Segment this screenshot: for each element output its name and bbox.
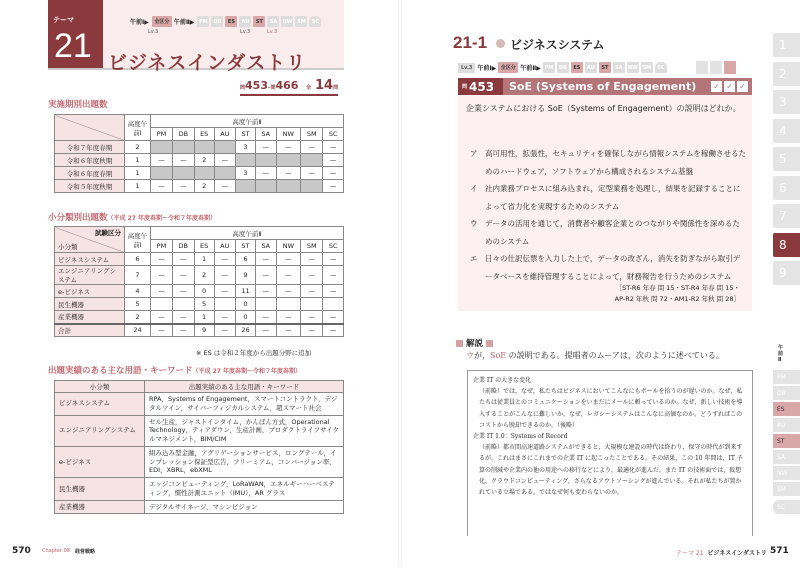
chapter-tab-7[interactable]: 7 — [773, 204, 800, 228]
col-header: ST — [236, 128, 256, 141]
cell-value: — — [151, 285, 173, 298]
right-page — [400, 0, 800, 567]
theme-label: テーマ — [53, 16, 74, 24]
chip-sc: SC — [309, 16, 321, 27]
cell-value: — — [301, 167, 323, 180]
col-header: ES — [194, 128, 214, 141]
chip-es: ES — [225, 16, 237, 27]
lv-all: Lv.3 — [148, 29, 159, 35]
checkbox-icon[interactable]: ✓ — [711, 81, 722, 92]
cell-value: — — [323, 285, 344, 298]
chapter-tab-2[interactable]: 2 — [773, 62, 800, 86]
corner-top: 試験区分 — [95, 229, 121, 237]
col-header: NW — [276, 240, 301, 253]
am1-value: 2 — [125, 141, 151, 154]
option-text: 社内業務プロセスに組み込まれ，定型業務を処理し，結果を記録することによって省力化を実現するためのシステム — [485, 184, 741, 211]
cell-value — [194, 167, 214, 180]
cell-value — [236, 154, 256, 167]
col-header: 小分類 — [55, 381, 145, 393]
table-row — [55, 311, 344, 324]
cell-value: 1 — [194, 253, 214, 266]
answer-option[interactable] — [470, 250, 746, 285]
am1-label: 午前Ⅰ▶ — [477, 65, 497, 72]
range-from: 453 — [245, 79, 268, 92]
lv-st: Lv.3 — [267, 29, 278, 35]
subcat-period: （平成 27 年度春期～令和７年度春期） — [107, 215, 217, 222]
cell-value: 1 — [194, 311, 214, 324]
am1-value: 24 — [125, 324, 151, 337]
cell-value — [194, 141, 214, 154]
q-prefix: 問 — [462, 84, 468, 90]
checkbox-icon[interactable]: ✓ — [737, 81, 748, 92]
option-text: 日々の仕訳伝票を入力した上で，データの改ざん，消失を防ぎながら取引データベースを維持管理することによって，財務報告を行うためのシステム — [485, 254, 741, 281]
cell-value: — — [323, 253, 344, 266]
cell-value — [301, 298, 323, 311]
corner-bottom: 小分類 — [58, 243, 78, 251]
chapter-tab-6[interactable]: 6 — [773, 176, 800, 200]
am1-value: 4 — [125, 285, 151, 298]
table-row — [55, 154, 344, 167]
col-header: SM — [301, 128, 323, 141]
cell-value — [255, 298, 276, 311]
cell-value: — — [323, 324, 344, 337]
row-label: 令和６年度秋期 — [55, 154, 125, 167]
chapter-tabs — [773, 33, 800, 290]
cell-value: — — [214, 311, 235, 324]
cell-value: — — [151, 311, 173, 324]
cell-value — [301, 180, 323, 193]
cell-value: 9 — [194, 324, 214, 337]
lv-es: Lv.3 — [240, 29, 251, 35]
cell-value — [255, 154, 276, 167]
am1-value: 1 — [125, 154, 151, 167]
cell-value: 3 — [236, 141, 256, 154]
question-bar — [458, 78, 752, 95]
cell-value: — — [151, 324, 173, 337]
chapter-tab-8[interactable]: 8 — [773, 233, 800, 257]
col-header: SC — [323, 128, 344, 141]
chapter-tab-3[interactable]: 3 — [773, 90, 800, 114]
chapter-tab-1[interactable]: 1 — [773, 33, 800, 57]
chip-pm: PM — [543, 62, 555, 73]
cell-value — [172, 141, 194, 154]
header-row — [55, 381, 344, 393]
cell-value: — — [255, 324, 276, 337]
header-row — [55, 227, 344, 240]
theme-title: ビジネスインダストリ — [108, 52, 307, 74]
chip-nw: NW — [627, 62, 639, 73]
cell-value: — — [214, 180, 235, 193]
side-tab-db[interactable]: DB — [773, 386, 800, 400]
cell-value: — — [276, 253, 301, 266]
exam-chips — [197, 16, 321, 27]
quote-paragraph: （前略）都市間高速道路システムができると，大規模な建設の時代は終わり，保守の時代が到来するが，これはまさにこれまでの企業 IT に起こったことである。その結果，この 10 年間は，IT 予算の削減や企業内の他の用途への移行などにより，最適化が進んだ。また IT の技術面では，仮想化，クラウドコンピューティング，さらなるアウトソーシングが進んでいる。それが私たちが置かれている立場である。ではなぜ何も変わらないのか。 — [479, 444, 743, 497]
col-header: SA — [255, 128, 276, 141]
chip-all: 全区分 — [498, 62, 518, 73]
es-note: ※ ES は令和２年度から出題分野に追加 — [196, 349, 312, 357]
side-tab-sm[interactable]: SM — [773, 482, 800, 496]
question-range — [240, 78, 338, 96]
exam-strip — [130, 16, 321, 27]
theme-number-box — [48, 0, 103, 68]
range-suffix: 問 — [333, 85, 339, 91]
am1-value: 2 — [125, 311, 151, 324]
side-tab-pm[interactable]: PM — [773, 370, 800, 384]
section-title: ビジネスシステム — [510, 38, 605, 52]
cell-value: — — [172, 180, 194, 193]
cell-value: — — [172, 324, 194, 337]
side-tab-sc[interactable]: SC — [773, 500, 800, 514]
am1-label: 午前Ⅰ▶ — [130, 19, 149, 26]
cell-value: — — [301, 141, 323, 154]
am2-label: 午前Ⅱ▶ — [173, 19, 195, 26]
cell-value: — — [214, 324, 235, 337]
chip-sc: SC — [655, 62, 667, 73]
chip-sm: SM — [641, 62, 653, 73]
square-icon — [486, 340, 493, 347]
explanation-answer — [466, 350, 724, 361]
row-label: 合計 — [55, 324, 125, 337]
chip-sm: SM — [295, 16, 307, 27]
cell-value — [214, 298, 235, 311]
review-box[interactable] — [696, 61, 708, 74]
section-number: 21-1 — [453, 33, 488, 52]
side-tab-nw[interactable]: NW — [773, 466, 800, 480]
cell-value: — — [151, 154, 173, 167]
row-label: エンジニアリングシステム — [55, 266, 125, 285]
quote-heading: 企業 IT 1.0：Systems of Record — [473, 433, 568, 441]
cell-value: — — [276, 311, 301, 324]
table-row — [55, 500, 344, 514]
col-header: AU — [214, 240, 235, 253]
cell-value: — — [301, 266, 323, 285]
cell-value: — — [323, 141, 344, 154]
am1-value: 7 — [125, 266, 151, 285]
chip-au: AU — [585, 62, 597, 73]
cell-value: — — [255, 167, 276, 180]
table-row — [55, 298, 344, 311]
side-tab-sa[interactable]: SA — [773, 450, 800, 464]
cell-value: — — [276, 167, 301, 180]
col-header: PM — [151, 240, 173, 253]
quote-box — [467, 370, 753, 536]
table-row — [55, 478, 344, 501]
col-header: DB — [172, 240, 194, 253]
corner-cell — [55, 227, 125, 253]
table-row — [55, 266, 344, 285]
period-table — [54, 114, 344, 193]
cell-value — [172, 298, 194, 311]
am1-value: 1 — [125, 180, 151, 193]
cell-value: — — [255, 285, 276, 298]
cell-value: — — [255, 266, 276, 285]
cell-value: — — [301, 311, 323, 324]
cell-value: — — [276, 324, 301, 337]
am2-header: 高度午前Ⅱ — [151, 227, 344, 240]
cell-value: 2 — [194, 266, 214, 285]
cell-value: — — [172, 154, 194, 167]
keyword-period: （平成 27 年度春期～令和７年度春期） — [192, 368, 302, 375]
cell-value: — — [255, 253, 276, 266]
side-label: 午前Ⅱ — [778, 345, 784, 363]
am1-value: 1 — [125, 167, 151, 180]
option-mark: エ — [470, 254, 478, 263]
cell-value: 3 — [236, 167, 256, 180]
range-dash: – — [267, 85, 271, 91]
table-row — [55, 446, 344, 477]
row-label: エンジニアリングシステム — [55, 415, 145, 446]
am1-header: 高度午前Ⅰ — [125, 227, 151, 253]
am2-header: 高度午前Ⅱ — [151, 115, 344, 128]
row-label: 民生機器 — [55, 298, 125, 311]
q-prefix: 問 — [240, 85, 246, 91]
cell-value: — — [214, 253, 235, 266]
cell-value: — — [214, 266, 235, 285]
cell-value: — — [301, 285, 323, 298]
question-exam-strip — [458, 62, 667, 73]
row-label: ビジネスシステム — [55, 253, 125, 266]
option-mark: ア — [470, 149, 478, 158]
cell-value: — — [255, 141, 276, 154]
table-row — [55, 141, 344, 154]
chip-sa: SA — [613, 62, 625, 73]
cell-value: — — [323, 154, 344, 167]
col-header: PM — [151, 128, 173, 141]
col-header: DB — [172, 128, 194, 141]
check-boxes — [711, 81, 748, 92]
side-tab-es[interactable]: ES — [773, 402, 800, 416]
cell-value: 9 — [235, 266, 255, 285]
cell-value: 11 — [235, 285, 255, 298]
row-label: 民生機器 — [55, 478, 145, 501]
row-label: 産業機器 — [55, 311, 125, 324]
cell-value: 0 — [194, 285, 214, 298]
square-icon — [456, 340, 463, 347]
explanation-heading — [456, 337, 493, 349]
chapter-label: Chapter 08 — [42, 548, 70, 554]
review-box[interactable] — [710, 61, 722, 74]
corner-cell — [55, 115, 125, 141]
answer-option[interactable] — [470, 180, 746, 215]
row-label: 令和６年度春期 — [55, 167, 125, 180]
chip-st: ST — [253, 16, 265, 27]
exam-side-tabs — [773, 370, 800, 516]
keywords: 組み込み型金融，アグリゲーションサービス，ロングテール，インプレッション保証型広告，フリーミアム，コンバージョン率，EDI，XBRL，ebXML — [145, 446, 344, 477]
page-number-right: 571 — [770, 546, 789, 556]
table-row — [55, 415, 344, 446]
table-row — [55, 167, 344, 180]
am1-value: 5 — [125, 298, 151, 311]
keywords: セル生産，ジャストインタイム，かんばん方式，Operational Technology，ティアダウン，生産計画，プロダクトライフサイクルマネジメント，BIM/CIM — [145, 415, 344, 446]
cell-value: — — [276, 141, 301, 154]
section-dot-icon — [496, 39, 505, 48]
cell-value: 2 — [194, 154, 214, 167]
cell-value — [151, 141, 173, 154]
keyword-section-title — [48, 364, 301, 376]
checkbox-icon[interactable]: ✓ — [724, 81, 735, 92]
am1-value: 6 — [125, 253, 151, 266]
row-label: e-ビジネス — [55, 285, 125, 298]
running-footer — [676, 548, 767, 557]
chip-db: DB — [211, 16, 223, 27]
chip-es: ES — [571, 62, 583, 73]
option-mark: ウ — [470, 219, 478, 228]
review-boxes — [696, 61, 736, 74]
keywords: デジタルサイネージ，マシンビジョン — [145, 500, 344, 514]
q-prefix: 問 — [270, 85, 276, 91]
keywords: RPA，Systems of Engagement，スマートコントラクト，デジタルツイン，サイバーフィジカルシステム，超スマート社会 — [145, 393, 344, 416]
question-number-value: 453 — [469, 79, 495, 94]
cell-value: — — [301, 324, 323, 337]
all-prefix: 全 — [306, 85, 312, 91]
table-row — [55, 393, 344, 416]
chip-db: DB — [557, 62, 569, 73]
cell-value — [276, 298, 301, 311]
cell-value — [214, 167, 235, 180]
cell-value — [276, 180, 301, 193]
cell-value — [236, 180, 256, 193]
quote-heading: 企業 IT の大きな変化 — [473, 377, 532, 384]
cell-value: — — [172, 253, 194, 266]
am1-header: 高度午前Ⅰ — [125, 115, 151, 141]
cell-value: — — [151, 253, 173, 266]
col-header: SM — [301, 240, 323, 253]
cell-value: — — [276, 266, 301, 285]
chapter-name: 経営戦略 — [75, 549, 96, 555]
question-number — [458, 78, 503, 95]
header-row — [55, 115, 344, 128]
cell-value: 0 — [235, 298, 255, 311]
level-badge: Lv.3 — [458, 63, 475, 73]
subcat-table — [54, 226, 344, 337]
cell-value: — — [172, 285, 194, 298]
chapter-tab-9[interactable]: 9 — [773, 261, 800, 285]
answer-option[interactable] — [470, 215, 746, 250]
footer-theme: テーマ 21 — [676, 550, 704, 557]
table-row — [55, 285, 344, 298]
option-text: データの活用を通じて，消費者や顧客企業とのつながりや関係性を深めるためのシステム — [485, 219, 740, 246]
cell-value: — — [276, 285, 301, 298]
col-header: ST — [235, 240, 255, 253]
cell-value: — — [172, 311, 194, 324]
cell-value — [255, 180, 276, 193]
chip-nw: NW — [281, 16, 293, 27]
col-header: AU — [214, 128, 235, 141]
explanation-heading-text: 解説 — [466, 339, 484, 349]
chip-all: 全区分 — [152, 16, 172, 27]
cell-value — [301, 154, 323, 167]
source-line: AP-R2 年秋 問 72・AM1-R2 年秋 問 28］ — [614, 295, 740, 303]
cell-value: 6 — [235, 253, 255, 266]
range-to: 466 — [275, 79, 299, 92]
chip-au: AU — [239, 16, 251, 27]
total-row — [55, 324, 344, 337]
am2-label: 午前Ⅱ▶ — [520, 65, 541, 72]
cell-value: 2 — [194, 180, 214, 193]
question-title: SoE (Systems of Engagement) — [509, 80, 697, 93]
subcat-title-text: 小分類別出題数 — [48, 213, 108, 223]
keyword-title-text: 出題実績のある主な用語・キーワード — [48, 366, 193, 376]
chapter-tab-4[interactable]: 4 — [773, 119, 800, 143]
cell-value: — — [255, 311, 276, 324]
option-text: 高可用性，拡張性，セキュリティを確保しながら情報システムを稼働させるためのハードウェア，ソフトウェアから構成されるシステム基盤 — [485, 149, 746, 176]
row-label: 産業機器 — [55, 500, 145, 514]
row-label: ビジネスシステム — [55, 393, 145, 416]
cell-value: 5 — [194, 298, 214, 311]
cell-value: — — [151, 266, 173, 285]
cell-value: — — [323, 266, 344, 285]
period-section-title: 実施期別出題数 — [48, 100, 108, 110]
explanation-term: SoE — [490, 351, 507, 360]
cell-value: — — [323, 180, 344, 193]
side-tab-au[interactable]: AU — [773, 418, 800, 432]
table-row — [55, 180, 344, 193]
answer-options — [470, 145, 746, 285]
row-label: 令和７年度春期 — [55, 141, 125, 154]
cell-value — [151, 167, 173, 180]
quote-paragraph: （前略）では，なぜ，私たちはビジネスにおいてこんなにもボールを拾うのが遅いのか。なぜ，私たちは従業員とのコミュニケーションをいまだにメールに頼っているのか。なぜ，新しい技術を導入することがこんなに難しいか。なぜ，レガシーシステムはこんなに高価なのか。どうすればこのコストから脱却できるのか。（後略） — [479, 388, 743, 429]
row-label: e-ビジネス — [55, 446, 145, 477]
answer-option[interactable] — [470, 145, 746, 180]
question-source — [550, 283, 740, 305]
explanation-text: が， — [474, 351, 490, 360]
cell-value: — — [151, 180, 173, 193]
col-header: NW — [276, 128, 301, 141]
cell-value: — — [172, 266, 194, 285]
cell-value: — — [214, 285, 235, 298]
cell-value: — — [323, 311, 344, 324]
keywords: エッジコンピューティング，LoRaWAN，エネルギーハーベスティング，慣性計測ユニット（IMU），AR グラス — [145, 478, 344, 501]
keyword-table — [54, 380, 344, 514]
cell-value — [172, 167, 194, 180]
cell-value: — — [214, 154, 235, 167]
source-line: ［ST-R6 年春 問 15・ST-R4 年春 問 15・ — [615, 284, 740, 292]
subcat-section-title — [48, 211, 216, 223]
chip-sa: SA — [267, 16, 279, 27]
explanation-text: の説明である。提唱者のムーアは，次のように述べている。 — [506, 351, 724, 360]
cell-value: — — [323, 167, 344, 180]
col-header: SA — [255, 240, 276, 253]
cell-value — [214, 141, 235, 154]
col-header: SC — [323, 240, 344, 253]
footer-theme-name: ビジネスインダストリ — [707, 550, 767, 557]
cell-value — [276, 154, 301, 167]
table-row — [55, 253, 344, 266]
cell-value — [323, 298, 344, 311]
cell-value: 26 — [235, 324, 255, 337]
question-text: 企業システムにおける SoE（Systems of Engagement）の説明はどれか。 — [466, 104, 741, 113]
col-header: 出題実績のある主な用語・キーワード — [145, 381, 344, 393]
row-label: 令和５年度秋期 — [55, 180, 125, 193]
option-mark: イ — [470, 184, 478, 193]
chip-pm: PM — [197, 16, 209, 27]
page-number-left: 570 — [12, 546, 31, 556]
chip-st: ST — [599, 62, 611, 73]
chapter-tab-5[interactable]: 5 — [773, 147, 800, 171]
cell-value — [151, 298, 173, 311]
review-flag-icon — [724, 61, 736, 74]
side-tab-st[interactable]: ST — [773, 434, 800, 448]
cell-value: 0 — [235, 311, 255, 324]
cell-value: — — [301, 253, 323, 266]
theme-number: 21 — [54, 27, 92, 65]
col-header: ES — [194, 240, 214, 253]
range-count: 14 — [315, 78, 334, 93]
exam-chips — [543, 62, 667, 73]
answer-mark: ウ — [466, 351, 474, 360]
